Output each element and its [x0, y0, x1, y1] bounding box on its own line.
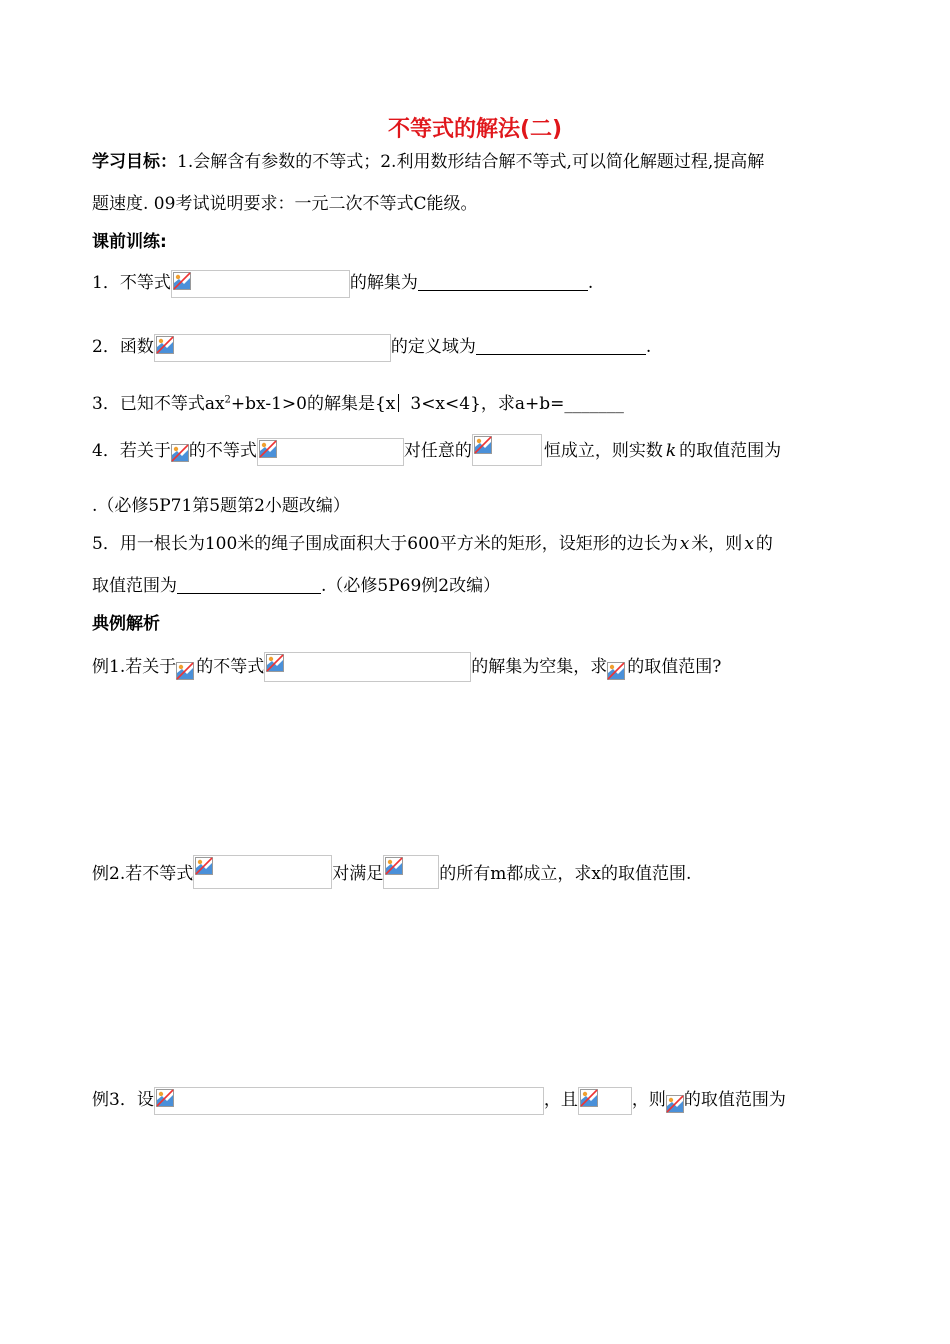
- broken-image-icon: [580, 1089, 598, 1107]
- question-3: [92, 392, 624, 416]
- example-1: [92, 652, 721, 682]
- broken-image-icon: [173, 272, 191, 290]
- q2-text-pre: 函数: [119, 337, 154, 357]
- q4-text-c: 对任意的: [403, 441, 472, 461]
- broken-image-icon: [195, 857, 213, 875]
- q1-end: .: [587, 273, 594, 293]
- formula-image: [193, 855, 332, 889]
- ex1-text-d: 的取值范围?: [627, 657, 722, 677]
- ex1-text-c: 的解集为空集，求: [471, 657, 608, 677]
- answer-blank: [418, 272, 588, 291]
- q4-text-e: 的取值范围为: [679, 441, 782, 461]
- set-divider: [398, 394, 399, 412]
- question-5-line-1: [92, 532, 773, 556]
- ex3-text-c: ，则: [631, 1090, 666, 1110]
- ex2-text-b: 对满足: [332, 864, 384, 884]
- broken-image-icon: [266, 654, 284, 672]
- q1-number: 1．: [92, 273, 120, 293]
- question-2: [92, 334, 651, 362]
- question-4-line-2: .（必修5P71第5题第2小题改编）: [92, 496, 350, 516]
- q4-text-b: 的不等式: [188, 441, 257, 461]
- q5-variable-x: x: [744, 534, 754, 554]
- answer-blank: [476, 336, 646, 355]
- objectives-label: 学习目标：: [92, 152, 177, 172]
- q5-text-d: 取值范围为: [92, 576, 177, 596]
- formula-image: [257, 438, 404, 466]
- formula-image: [472, 434, 542, 466]
- broken-image-icon: [171, 444, 189, 462]
- q5-text-a: 5．用一根长为100米的绳子围成面积大于600平方米的矩形，设矩形的边长为: [92, 534, 678, 554]
- ex2-text-a: 例2.若不等式: [92, 864, 194, 884]
- q5-text-e: .（必修5P69例2改编）: [321, 576, 501, 596]
- q3-text-b: +bx-1>0的解集是{x: [230, 394, 396, 414]
- q4-number: 4．: [92, 441, 120, 461]
- ex3-text-b: ，且: [543, 1090, 578, 1110]
- objectives-line-1: [92, 150, 764, 174]
- variable-image: [171, 440, 189, 466]
- broken-image-icon: [156, 336, 174, 354]
- broken-image-icon: [666, 1095, 684, 1113]
- objectives-text-1: 1.会解含有参数的不等式；2.利用数形结合解不等式,可以简化解题过程,提高解: [177, 152, 765, 172]
- formula-image: [264, 652, 471, 682]
- q2-end: .: [645, 337, 652, 357]
- pre-class-heading: 课前训练:: [92, 232, 167, 252]
- formula-image: [578, 1087, 632, 1115]
- q2-number: 2．: [92, 337, 120, 357]
- q4-text-d: 恒成立，则实数: [543, 441, 663, 461]
- formula-image: [154, 334, 391, 362]
- ex1-text-b: 的不等式: [196, 657, 265, 677]
- broken-image-icon: [259, 440, 277, 458]
- broken-image-icon: [176, 662, 194, 680]
- variable-image: [176, 656, 196, 682]
- q5-text-b: 米，则: [691, 534, 743, 554]
- example-2: [92, 855, 691, 889]
- page-title: 不等式的解法(二): [387, 117, 563, 142]
- answer-blank: [177, 575, 321, 594]
- question-5-line-2: [92, 574, 500, 598]
- q3-text-c: 3<x<4}，求a+b=_______: [410, 394, 624, 414]
- q1-text-post: 的解集为: [349, 273, 418, 293]
- examples-heading: 典例解析: [92, 614, 160, 634]
- objectives-line-2: 题速度. 09考试说明要求：一元二次不等式C能级。: [92, 194, 478, 214]
- ex3-text-a: 例3．设: [92, 1090, 154, 1110]
- formula-image: [154, 1087, 544, 1115]
- ex3-text-d: 的取值范围为: [683, 1090, 786, 1110]
- broken-image-icon: [474, 436, 492, 454]
- formula-image: [383, 855, 439, 889]
- broken-image-icon: [385, 857, 403, 875]
- q4-text-a: 若关于: [119, 441, 171, 461]
- q3-superscript: 2: [224, 394, 231, 406]
- q1-text-pre: 不等式: [119, 273, 171, 293]
- broken-image-icon: [156, 1089, 174, 1107]
- ex1-text-a: 例1.若关于: [92, 657, 177, 677]
- example-3: [92, 1087, 786, 1115]
- q2-text-post: 的定义域为: [390, 337, 476, 357]
- question-4: [92, 434, 781, 466]
- ex2-text-c: 的所有m都成立，求x的取值范围.: [439, 864, 692, 884]
- q5-variable-x: x: [679, 534, 690, 554]
- q3-text-a: 3．已知不等式ax: [92, 394, 225, 414]
- variable-image: [607, 656, 627, 682]
- formula-image: [171, 270, 350, 298]
- q4-variable-k: k: [665, 441, 677, 461]
- variable-image: [666, 1089, 684, 1115]
- broken-image-icon: [607, 662, 625, 680]
- q5-text-c: 的: [755, 534, 773, 554]
- question-1: [92, 270, 593, 298]
